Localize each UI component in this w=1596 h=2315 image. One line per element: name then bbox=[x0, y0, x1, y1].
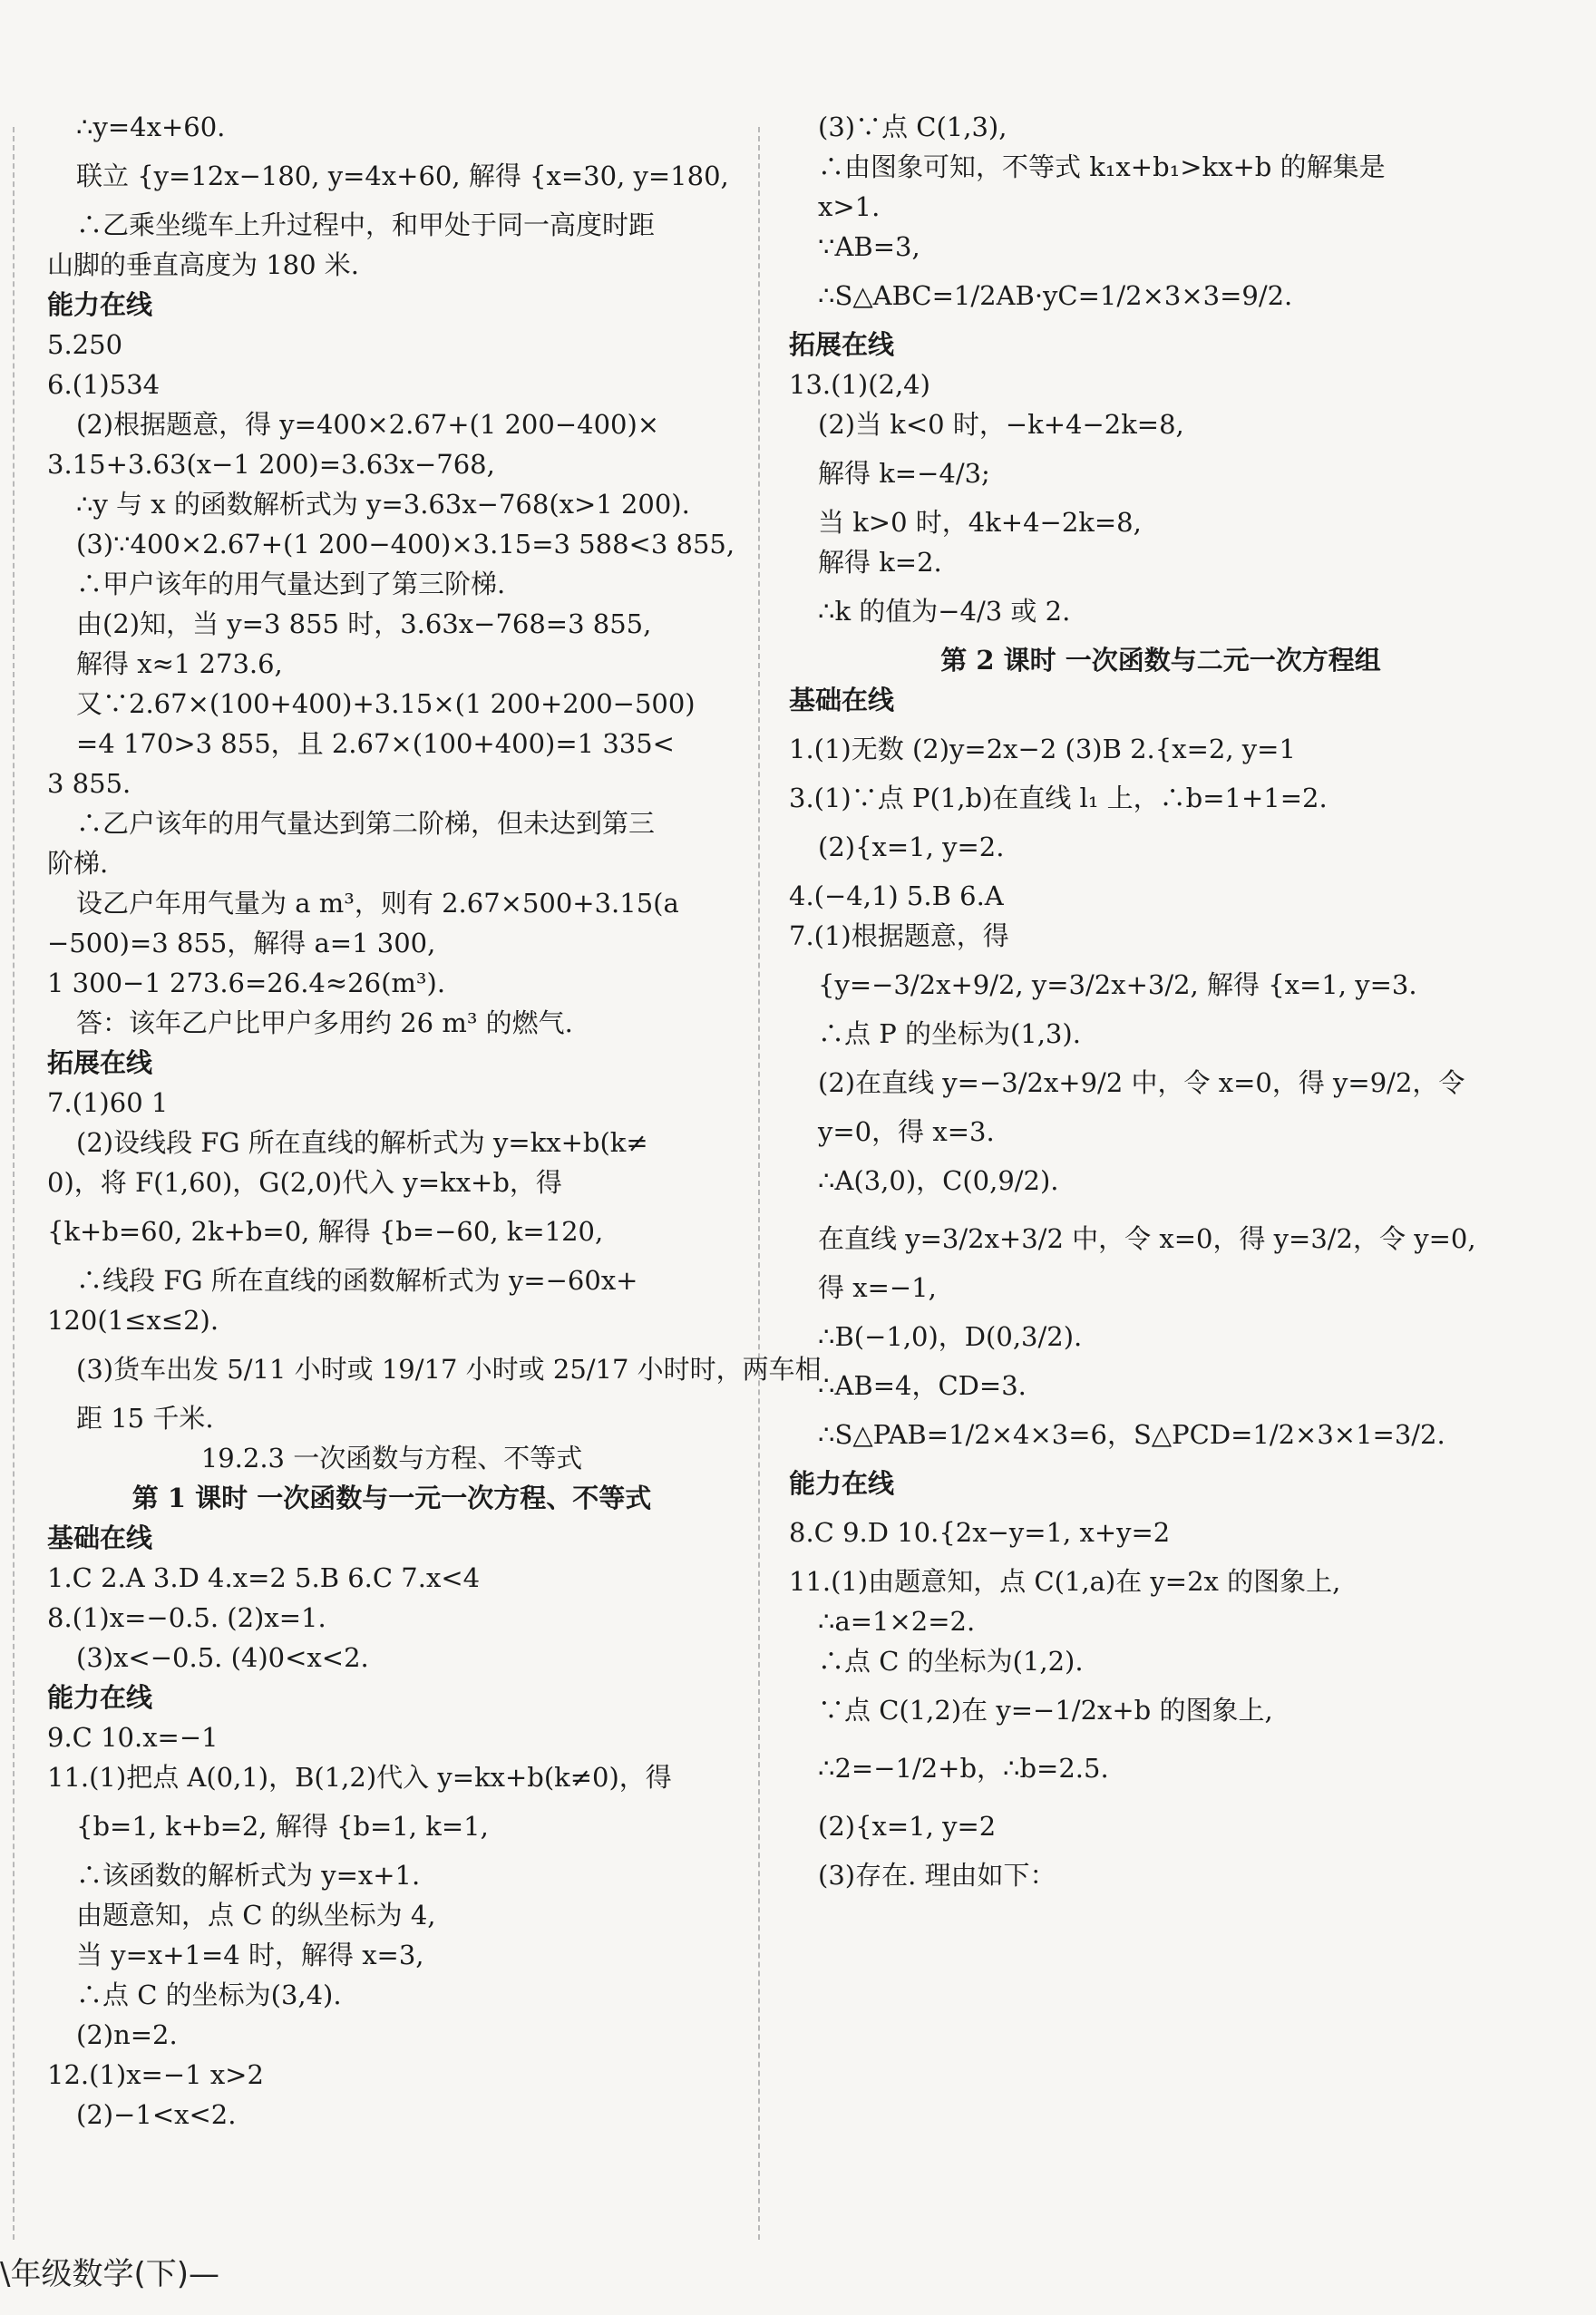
answer-line: 3.15+3.63(x−1 200)=3.63x−768, bbox=[47, 449, 495, 480]
answer-line: (3)∵400×2.67+(1 200−400)×3.15=3 588<3 855, bbox=[76, 529, 735, 559]
answer-line: ∵点 C(1,2)在 y=−1/2x+b 的图象上, bbox=[818, 1695, 1273, 1726]
section-heading: 能力在线 bbox=[47, 289, 153, 320]
answer-line: ∴线段 FG 所在直线的函数解析式为 y=−60x+ bbox=[76, 1265, 638, 1296]
answer-line: 11.(1)由题意知，点 C(1,a)在 y=2x 的图象上, bbox=[789, 1566, 1341, 1597]
section-heading: 拓展在线 bbox=[47, 1047, 153, 1078]
left-margin-rule bbox=[13, 127, 15, 2240]
answer-line: −500)=3 855，解得 a=1 300, bbox=[47, 928, 436, 958]
answer-line: 7.(1)根据题意，得 bbox=[789, 920, 1009, 951]
answer-line: ∴2=−1/2+b，∴b=2.5. bbox=[818, 1753, 1109, 1784]
answer-line: 6.(1)534 bbox=[47, 369, 161, 400]
answer-line: 又∵2.67×(100+400)+3.15×(1 200+200−500) bbox=[76, 688, 696, 719]
answer-line: 第 1 课时 一次函数与一元一次方程、不等式 bbox=[131, 1483, 652, 1513]
answer-line: 19.2.3 一次函数与方程、不等式 bbox=[200, 1443, 583, 1474]
answer-line: 在直线 y=3/2x+3/2 中，令 x=0，得 y=3/2，令 y=0, bbox=[818, 1223, 1476, 1254]
answer-line: x>1. bbox=[818, 191, 881, 222]
answer-line: ∴点 C 的坐标为(1,2). bbox=[818, 1646, 1084, 1677]
answer-line: =4 170>3 855，且 2.67×(100+400)=1 335< bbox=[76, 728, 675, 759]
answer-line: (2){x=1, y=2. bbox=[818, 832, 1005, 862]
answer-line: 当 y=x+1=4 时，解得 x=3, bbox=[76, 1940, 424, 1970]
answer-line: 由题意知，点 C 的纵坐标为 4, bbox=[76, 1900, 436, 1931]
answer-line: {y=−3/2x+9/2, y=3/2x+3/2, 解得 {x=1, y=3. bbox=[818, 969, 1417, 1000]
section-heading: 能力在线 bbox=[789, 1468, 895, 1499]
answer-line: 0)，将 F(1,60)，G(2,0)代入 y=kx+b，得 bbox=[47, 1167, 562, 1198]
right-column bbox=[789, 107, 1533, 1895]
answer-line: 距 15 千米. bbox=[76, 1403, 214, 1434]
answer-line: ∴乙户该年的用气量达到第二阶梯，但未达到第三 bbox=[76, 808, 656, 839]
answer-line: y=0，得 x=3. bbox=[818, 1116, 995, 1147]
answer-line: 第 2 课时 一次函数与二元一次方程组 bbox=[940, 645, 1381, 676]
answer-line: 3 855. bbox=[47, 768, 131, 799]
answer-line: 8.(1)x=−0.5. (2)x=1. bbox=[47, 1602, 326, 1633]
answer-line: 解得 x≈1 273.6, bbox=[76, 648, 283, 679]
answer-line: ∴乙乘坐缆车上升过程中，和甲处于同一高度时距 bbox=[76, 209, 656, 240]
answer-line: 山脚的垂直高度为 180 米. bbox=[47, 249, 360, 280]
answer-line: ∴y=4x+60. bbox=[76, 112, 226, 142]
answer-line: ∴点 C 的坐标为(3,4). bbox=[76, 1979, 342, 2010]
answer-line: 1.(1)无数 (2)y=2x−2 (3)B 2.{x=2, y=1 bbox=[789, 734, 1296, 764]
answer-line: 1 300−1 273.6=26.4≈26(m³). bbox=[47, 968, 446, 998]
answer-line: 3.(1)∵点 P(1,b)在直线 l₁ 上，∴b=1+1=2. bbox=[789, 783, 1328, 813]
answer-line: ∴k 的值为−4/3 或 2. bbox=[818, 596, 1071, 627]
section-heading: 基础在线 bbox=[789, 685, 895, 715]
answer-line: (2)当 k<0 时，−k+4−2k=8, bbox=[818, 409, 1184, 440]
answer-line: (3)货车出发 5/11 小时或 19/17 小时或 25/17 小时时，两车相 bbox=[76, 1354, 822, 1385]
answer-line: 9.C 10.x=−1 bbox=[47, 1722, 219, 1753]
answer-line: ∴y 与 x 的函数解析式为 y=3.63x−768(x>1 200). bbox=[76, 489, 690, 520]
answer-line: 4.(−4,1) 5.B 6.A bbox=[789, 880, 1004, 911]
answer-line: ∴B(−1,0)，D(0,3/2). bbox=[818, 1321, 1083, 1352]
answer-line: ∵AB=3, bbox=[818, 231, 920, 262]
answer-line: (3)存在. 理由如下： bbox=[818, 1860, 1056, 1891]
answer-line: 5.250 bbox=[47, 329, 123, 360]
answer-line: 解得 k=2. bbox=[818, 547, 942, 578]
answer-line: ∴S△ABC=1/2AB·yC=1/2×3×3=9/2. bbox=[818, 280, 1293, 311]
answer-line: (2){x=1, y=2 bbox=[818, 1811, 997, 1842]
answer-line: 阶梯. bbox=[47, 848, 109, 879]
answer-line: (2)在直线 y=−3/2x+9/2 中，令 x=0，得 y=9/2，令 bbox=[818, 1067, 1465, 1098]
answer-line: 得 x=−1, bbox=[818, 1272, 937, 1303]
answer-line: 由(2)知，当 y=3 855 时，3.63x−768=3 855, bbox=[76, 608, 652, 639]
answer-line: {b=1, k+b=2, 解得 {b=1, k=1, bbox=[76, 1811, 489, 1842]
page-footer: \年级数学(下)— bbox=[0, 2256, 219, 2292]
answer-line: 8.C 9.D 10.{2x−y=1, x+y=2 bbox=[789, 1517, 1171, 1548]
answer-line: ∴S△PAB=1/2×4×3=6，S△PCD=1/2×3×1=3/2. bbox=[818, 1419, 1445, 1450]
answer-line: 设乙户年用气量为 a m³，则有 2.67×500+3.15(a bbox=[76, 888, 679, 919]
answer-line: 1.C 2.A 3.D 4.x=2 5.B 6.C 7.x<4 bbox=[47, 1562, 481, 1593]
answer-line: ∴AB=4，CD=3. bbox=[818, 1370, 1027, 1401]
answer-line: (2)设线段 FG 所在直线的解析式为 y=kx+b(k≠ bbox=[76, 1127, 648, 1158]
answer-line: ∴A(3,0)，C(0,9/2). bbox=[818, 1165, 1059, 1196]
section-heading: 能力在线 bbox=[47, 1682, 153, 1713]
answer-line: (3)x<−0.5. (4)0<x<2. bbox=[76, 1642, 369, 1673]
answer-line: 12.(1)x=−1 x>2 bbox=[47, 2059, 264, 2090]
answer-line: 当 k>0 时，4k+4−2k=8, bbox=[818, 507, 1142, 538]
answer-line: ∴a=1×2=2. bbox=[818, 1606, 976, 1637]
section-heading: 拓展在线 bbox=[789, 329, 895, 360]
answer-line: (2)−1<x<2. bbox=[76, 2099, 237, 2130]
answer-line: ∴点 P 的坐标为(1,3). bbox=[818, 1018, 1081, 1049]
answer-line: (3)∵点 C(1,3), bbox=[818, 112, 1007, 142]
answer-line: (2)根据题意，得 y=400×2.67+(1 200−400)× bbox=[76, 409, 660, 440]
left-column bbox=[47, 107, 822, 2135]
section-heading: 基础在线 bbox=[47, 1522, 153, 1553]
column-divider bbox=[758, 127, 760, 2240]
answer-line: 11.(1)把点 A(0,1)，B(1,2)代入 y=kx+b(k≠0)，得 bbox=[47, 1762, 672, 1793]
answer-line: 联立 {y=12x−180, y=4x+60, 解得 {x=30, y=180, bbox=[76, 160, 729, 191]
answer-line: 7.(1)60 1 bbox=[47, 1087, 169, 1118]
answer-line: {k+b=60, 2k+b=0, 解得 {b=−60, k=120, bbox=[47, 1216, 604, 1247]
answer-line: ∴甲户该年的用气量达到了第三阶梯. bbox=[76, 569, 506, 599]
answer-line: ∴由图象可知，不等式 k₁x+b₁>kx+b 的解集是 bbox=[818, 151, 1386, 182]
answer-line: 13.(1)(2,4) bbox=[789, 369, 930, 400]
answer-line: 解得 k=−4/3; bbox=[818, 458, 990, 489]
answer-line: ∴该函数的解析式为 y=x+1. bbox=[76, 1860, 421, 1891]
answer-line: 120(1≤x≤2). bbox=[47, 1305, 219, 1336]
answer-line: 答：该年乙户比甲户多用约 26 m³ 的燃气. bbox=[76, 1007, 573, 1038]
answer-line: (2)n=2. bbox=[76, 2019, 178, 2050]
